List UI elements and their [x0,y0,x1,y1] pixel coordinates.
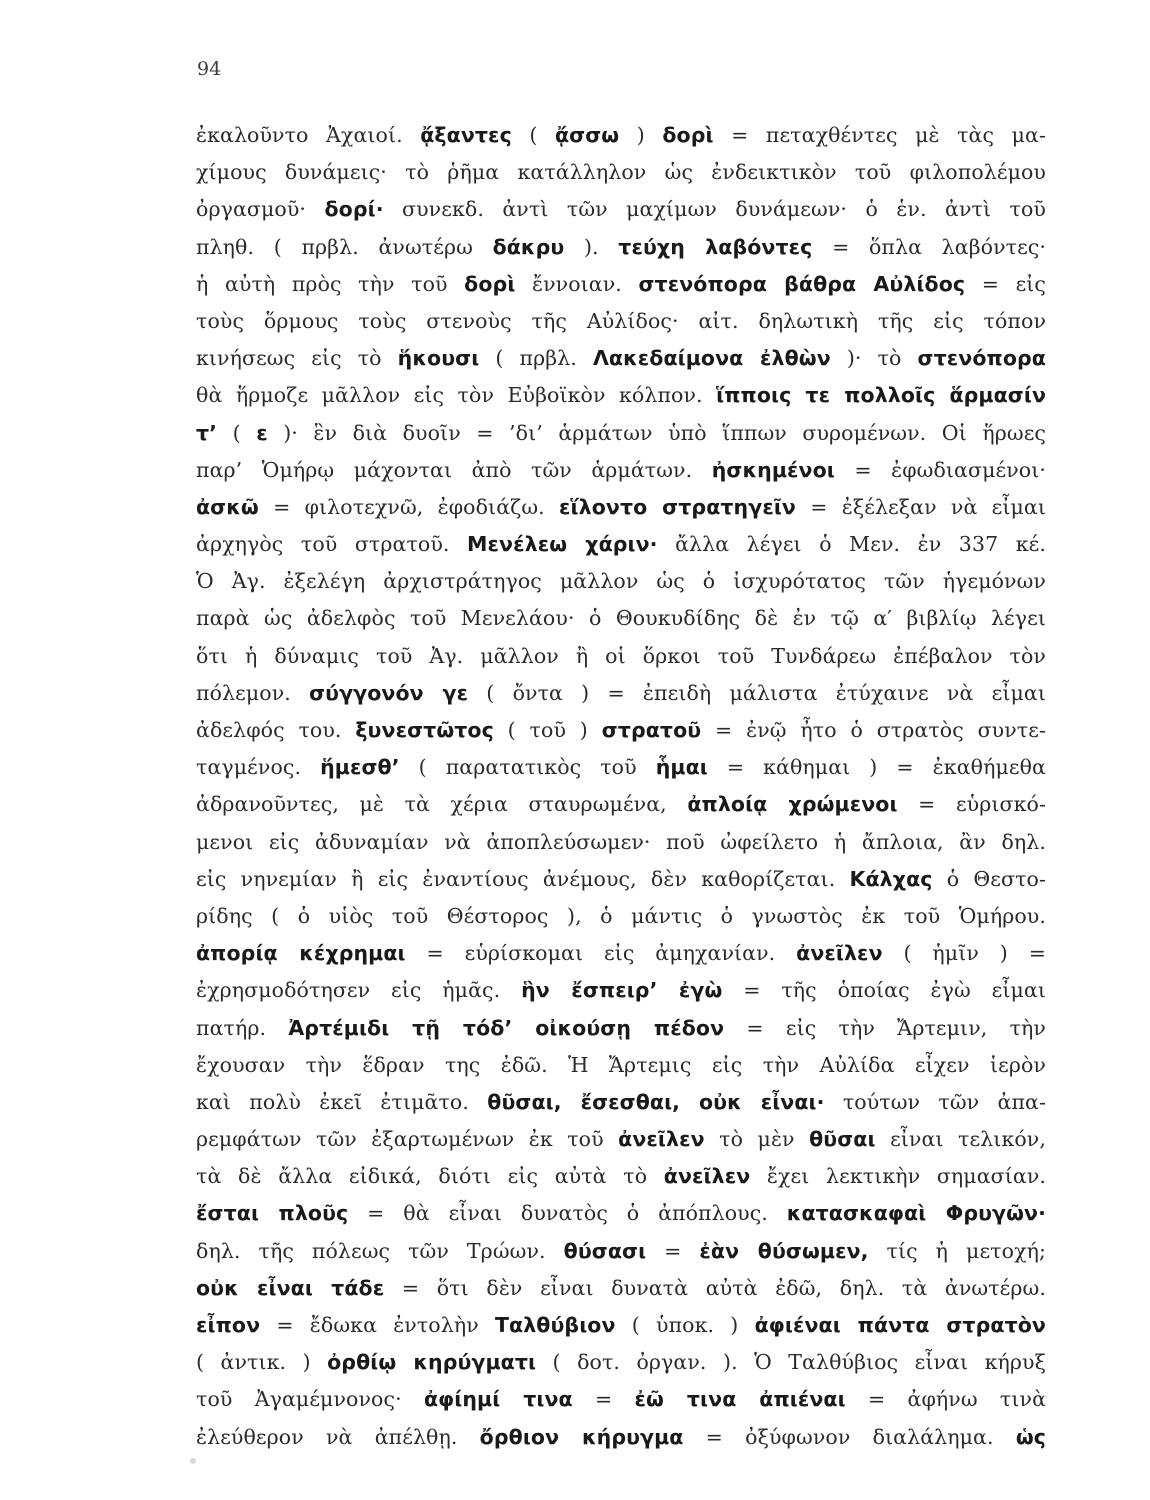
text-segment: παρὰ ὡς ἀδελφὸς τοῦ Μενελάου· ὁ Θουκυδίδης δὲ ἐν τῷ α′ βιβλίῳ λέγει [196,606,1046,631]
headword: ἀφιέναι πάντα στρατὸν [754,1313,1046,1337]
headword: ἀνεῖλεν [796,941,883,966]
headword: Μενέλεω χάριν· [467,532,658,557]
text-segment: ( τοῦ ) [493,718,602,742]
scan-speck [190,1458,196,1464]
text-line [196,1270,1046,1307]
text-line [196,786,1046,823]
text-segment: ἐχρησμοδότησεν εἰς ἡμᾶς. [196,978,522,1003]
headword: τεύχη λαβόντες [618,234,813,259]
text-line [196,1121,1046,1158]
text-segment: = ἐξέλεξαν νὰ εἶμαι [795,494,1046,519]
text-line [196,600,1046,637]
text-line [196,303,1046,340]
text-segment: ( ὄντα ) = ἐπειδὴ μάλιστα ἐτύχαινε νὰ εἶμαι [468,680,1046,705]
headword: θῦσαι [809,1127,876,1152]
text-line [196,229,1046,266]
text-segment: μενοι εἰς ἀδυναμίαν νὰ ἀποπλεύσωμεν· ποῦ ὠφείλετο ἡ ἄπλοια, ἂν δηλ. [196,829,1046,854]
text-segment: ἄλλα λέγει ὁ Μεν. ἐν 337 κέ. [657,532,1046,557]
text-segment: ). [564,234,619,259]
text-line [196,749,1046,786]
text-line [196,1307,1046,1344]
text-segment: τὰ δὲ ἄλλα εἰδικά, διότι εἰς αὐτὰ τὸ [196,1164,664,1189]
page-number: 94 [197,58,222,80]
text-line [196,712,1046,749]
headword: ξυνεστῶτος [355,718,494,742]
text-segment: εἶναι τελικόν, [875,1127,1046,1152]
text-segment: ἡ αὐτὴ πρὸς τὴν τοῦ [196,271,465,296]
headword: τ’ [196,420,218,445]
text-segment: = τῆς ὁποίας ἐγὼ εἶμαι [722,978,1046,1003]
headword: εἶπον [196,1313,261,1337]
headword: οὐκ εἶναι τάδε [196,1275,385,1300]
text-segment: ἀδελφός του. [196,718,356,742]
headword: δορὶ [464,271,516,296]
headword: ἥκουσι [397,346,480,371]
headword: στενόπορα [917,346,1046,371]
text-segment: ρίδης ( ὁ υἱὸς τοῦ Θέστορος ), ὁ μάντις ὁ γνωστὸς ἐκ τοῦ Ὁμήρου. [196,903,1046,928]
text-segment: τοῦ Ἀγαμέμνονος· [196,1387,424,1412]
commentary-text-block [196,117,1046,1456]
text-segment: τίς ἡ μετοχή; [868,1238,1046,1263]
text-line [196,154,1046,191]
text-segment: = ἔδωκα ἐντολὴν [260,1313,495,1337]
text-segment: ταγμένος. [196,755,321,780]
headword: ἐῶ τινα ἀπιέναι [634,1387,846,1412]
text-line [196,1195,1046,1232]
text-segment: ) [619,123,663,147]
text-segment: = ὀξύφωνον διαλάλημα. [683,1424,1016,1449]
text-line [196,861,1046,898]
text-segment: ὅτι ἡ δύναμις τοῦ Ἀγ. μᾶλλον ἢ οἱ ὅρκοι τοῦ Τυνδάρεω ἐπέβαλον τὸν [196,643,1046,668]
text-segment: πατήρ. [196,1015,289,1040]
text-segment: ( πρβλ. [479,346,593,371]
text-segment: = [572,1387,635,1412]
headword: Κάλχας [849,866,933,891]
text-segment: ( ὑποκ. ) [615,1313,755,1337]
text-segment: παρ’ Ὁμήρῳ μάχονται ἀπὸ τῶν ἁρμάτων. [196,457,712,482]
text-segment: = ἐνῷ ἦτο ὁ στρατὸς συντε- [701,718,1046,742]
text-segment: ( ἡμῖν ) = [882,941,1047,966]
text-segment: ( ἀντικ. ) [196,1350,328,1375]
text-segment: ρεμφάτων τῶν ἐξαρτωμένων ἐκ τοῦ [196,1127,619,1152]
text-segment: ἔχει λεκτικὴν σημασίαν. [750,1164,1047,1189]
headword: σύγγονόν γε [309,680,469,705]
text-line [196,117,1046,154]
text-segment: συνεκδ. ἀντὶ τῶν μαχίμων δυνάμεων· ὁ ἑν. ἀντὶ τοῦ [383,197,1046,222]
text-segment: ἐκαλοῦντο Ἀχαιοί. [196,123,421,147]
text-line [196,377,1046,414]
headword: ᾄξαντες [420,123,512,147]
text-line [196,1344,1046,1381]
text-segment: ἓν διὰ δυοῖν = ’δι’ ἁρμάτων ὑπὸ ἵππων συρομένων. Οἱ ἥρωες [313,420,1046,445]
text-segment: ἀδρανοῦντες, μὲ τὰ χέρια σταυρωμένα, [196,792,688,817]
headword: δορί· [324,197,384,222]
headword: ἥμεσθ’ [320,755,400,780]
text-line [196,1010,1046,1047]
headword: ἀνεῖλεν [618,1127,705,1152]
text-line [196,1381,1046,1418]
text-line [196,638,1046,675]
headword: ἧμαι [655,755,708,780]
text-line [196,1084,1046,1121]
text-segment: ἐλεύθερον νὰ ἀπέλθῃ. [196,1424,480,1449]
text-segment: καὶ πολὺ ἐκεῖ ἐτιμᾶτο. [196,1089,488,1114]
text-segment: ( παρατατικὸς τοῦ [399,755,656,780]
text-segment: τούτων τῶν ἀπα- [824,1089,1047,1114]
text-segment: = ἐφωδιασμένοι· [834,457,1046,482]
headword: ἀπλοίᾳ χρώμενοι [687,792,898,817]
text-segment: )· [267,420,314,445]
headword: ἀσκῶ [196,494,259,519]
headword: ὀρθίῳ κηρύγματι [327,1350,537,1375]
text-segment: ( [217,420,257,445]
text-segment: ( δοτ. ὀργαν. ). Ὁ Ταλθύβιος εἶναι κήρυξ [536,1350,1046,1375]
headword: δάκρυ [492,234,565,259]
headword: ἠσκημένοι [711,457,835,482]
headword: ἀφίημί τινα [423,1387,573,1412]
text-segment: χίμους δυνάμεις· τὸ ῥῆμα κατάλληλον ὡς ἐνδεικτικὸν τοῦ φιλοπολέμου [196,160,1046,185]
text-segment: ( [511,123,555,147]
text-segment: ὀργασμοῦ· [196,197,325,222]
headword: ἵπποις τε πολλοῖς ἅρμασίν [716,383,1047,408]
text-line [196,563,1046,600]
headword: κατασκαφαὶ Φρυγῶν· [786,1201,1046,1226]
text-segment: = κάθημαι ) = ἐκαθήμεθα [707,755,1046,780]
text-line [196,1158,1046,1195]
headword: ᾄσσω [554,123,620,147]
text-line [196,1419,1046,1456]
text-line [196,1233,1046,1270]
text-segment: = εὑρισκό- [897,792,1047,817]
text-line [196,526,1046,563]
headword: θῦσαι, ἔσεσθαι, οὐκ εἶναι· [487,1089,825,1114]
headword: ὄρθιον κήρυγμα [479,1424,684,1449]
text-segment: πόλεμον. [196,680,310,705]
text-segment: = εἰς [965,271,1047,296]
text-segment: Ὁ Ἀγ. ἐξελέγη ἀρχιστράτηγος μᾶλλον ὡς ὁ ἰσχυρότατος τῶν ἡγεμόνων [196,569,1046,594]
text-segment: = πεταχθέντες μὲ τὰς μα- [713,123,1046,147]
text-line [196,675,1046,712]
headword: εἵλοντο στρατηγεῖν [559,494,796,519]
headword: ἣν ἔσπειρ’ ἐγὼ [521,978,723,1003]
text-line [196,935,1046,972]
headword: ἀπορίᾳ κέχρημαι [196,941,406,966]
text-segment: πληθ. ( πρβλ. ἀνωτέρω [196,234,493,259]
text-segment: ἀρχηγὸς τοῦ στρατοῦ. [196,532,468,557]
headword: ὡς [1015,1424,1046,1449]
headword: ἔσται πλοῦς [196,1201,349,1226]
headword: ἀνεῖλεν [663,1164,751,1189]
text-segment: = ἀφήνω τινὰ [845,1387,1047,1412]
text-segment: ἔχουσαν τὴν ἕδραν της ἐδῶ. Ἡ Ἄρτεμις εἰς τὴν Αὐλίδα εἶχεν ἱερὸν [196,1052,1046,1077]
text-segment: = εἰς τὴν Ἄρτεμιν, τὴν [724,1015,1046,1040]
text-line [196,898,1046,935]
text-segment: = [646,1238,700,1263]
headword: ἐὰν θύσωμεν, [699,1238,869,1263]
text-segment: ἔννοιαν. [515,271,639,296]
text-segment: = ὅτι δὲν εἶναι δυνατὰ αὐτὰ ἐδῶ, δηλ. τὰ ἀνωτέρω. [384,1275,1046,1300]
text-segment: = ὅπλα λαβόντες· [812,234,1047,259]
text-segment: ὁ Θεστο- [932,866,1046,891]
headword: Ἀρτέμιδι τῇ τόδ’ οἰκούσῃ πέδον [288,1015,725,1040]
text-line [196,191,1046,228]
text-segment: δηλ. τῆς πόλεως τῶν Τρώων. [196,1238,564,1263]
headword: ε [256,420,268,445]
text-line [196,266,1046,303]
text-segment: κινήσεως εἰς τὸ [196,346,398,371]
text-segment: = φιλοτεχνῶ, ἐφοδιάζω. [258,494,560,519]
text-line [196,489,1046,526]
text-segment: θὰ ἥρμοζε μᾶλλον εἰς τὸν Εὐβοϊκὸν κόλπον. [196,383,717,408]
headword: Ταλθύβιον [494,1313,616,1337]
headword: δορὶ [662,123,714,147]
text-segment: εἰς νηνεμίαν ἢ εἰς ἐναντίους ἀνέμους, δὲν καθορίζεται. [196,866,850,891]
text-segment: = θὰ εἶναι δυνατὸς ὁ ἀπόπλους. [348,1201,787,1226]
text-line [196,972,1046,1009]
text-line [196,415,1046,452]
headword: στενόπορα βάθρα Αὐλίδος [638,271,966,296]
text-segment: = εὑρίσκομαι εἰς ἀμηχανίαν. [405,941,797,966]
headword: στρατοῦ [601,718,702,742]
text-line [196,824,1046,861]
text-line [196,1047,1046,1084]
text-segment: τὸ μὲν [704,1127,810,1152]
headword: θύσασι [563,1238,647,1263]
text-line [196,340,1046,377]
headword: Λακεδαίμονα ἐλθὼν [592,346,831,371]
text-line [196,452,1046,489]
text-segment: τοὺς ὅρμους τοὺς στενοὺς τῆς Αὐλίδος· αἰτ. δηλωτικὴ τῆς εἰς τόπον [196,308,1046,333]
text-segment: )· τὸ [830,346,918,371]
